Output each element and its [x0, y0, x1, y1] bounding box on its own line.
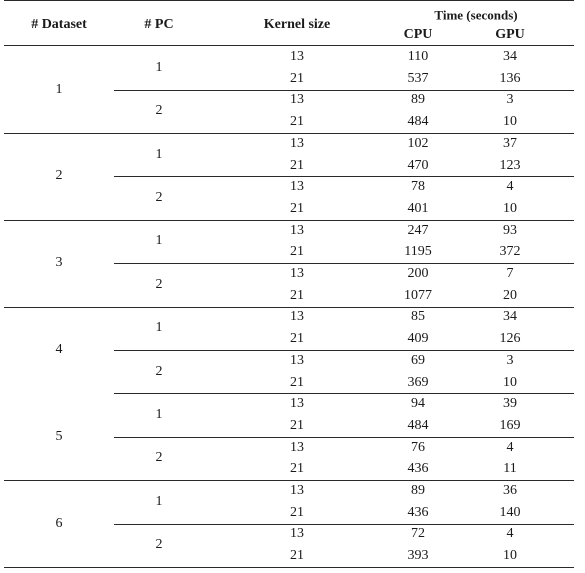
cpu-time-cell: 401	[407, 200, 429, 216]
dataset-divider	[4, 480, 574, 481]
kernel-size-cell: 13	[290, 396, 304, 412]
cpu-time-cell: 200	[407, 266, 429, 281]
kernel-size-cell: 21	[290, 331, 304, 347]
timing-table	[4, 0, 574, 573]
cpu-time-cell: 436	[407, 461, 429, 477]
dataset-cell: 1	[55, 81, 63, 97]
kernel-size-cell: 21	[290, 244, 304, 260]
cpu-time-cell: 102	[407, 135, 429, 151]
kernel-size-cell: 13	[290, 526, 304, 542]
cpu-time-cell: 72	[411, 526, 425, 542]
kernel-size-cell: 13	[290, 92, 304, 108]
kernel-size-cell: 21	[290, 70, 304, 86]
gpu-time-cell: 126	[499, 331, 521, 347]
cpu-time-cell: 1195	[404, 244, 432, 260]
table-bottom-rule	[4, 567, 574, 569]
kernel-size-cell: 21	[290, 287, 304, 303]
pc-cell: 1	[155, 59, 163, 75]
gpu-time-cell: 3	[506, 92, 514, 108]
pc-divider	[114, 176, 574, 177]
gpu-time-cell: 10	[503, 374, 517, 390]
cpu-time-cell: 76	[411, 439, 425, 455]
pc-cell: 2	[155, 537, 163, 553]
pc-divider	[114, 350, 574, 351]
kernel-size-cell: 21	[290, 200, 304, 216]
gpu-time-cell: 10	[503, 114, 517, 130]
kernel-size-cell: 13	[290, 179, 304, 195]
gpu-time-cell: 136	[499, 70, 521, 86]
kernel-size-cell: 21	[290, 157, 304, 173]
kernel-size-cell: 13	[290, 483, 304, 498]
cpu-time-cell: 470	[407, 157, 429, 173]
pc-divider	[114, 524, 574, 525]
gpu-time-cell: 93	[503, 222, 517, 238]
pc-divider	[114, 263, 574, 264]
pc-cell: 2	[155, 190, 163, 206]
header-dataset: # Dataset	[31, 17, 87, 32]
kernel-size-cell: 21	[290, 374, 304, 390]
gpu-time-cell: 36	[503, 483, 517, 498]
header-gpu: GPU	[495, 27, 525, 42]
cpu-time-cell: 409	[407, 331, 429, 347]
pc-cell: 1	[155, 320, 163, 336]
kernel-size-cell: 21	[290, 504, 304, 520]
pc-cell: 1	[155, 233, 163, 249]
table-top-rule	[4, 0, 574, 1]
kernel-size-cell: 21	[290, 461, 304, 477]
cpu-time-cell: 78	[411, 179, 425, 195]
kernel-size-cell: 21	[290, 417, 304, 433]
kernel-size-cell: 13	[290, 352, 304, 368]
header-time: Time (seconds)	[434, 7, 518, 23]
gpu-time-cell: 3	[506, 352, 514, 368]
gpu-time-cell: 39	[503, 396, 517, 412]
dataset-cell: 6	[55, 515, 63, 531]
kernel-size-cell: 13	[290, 135, 304, 151]
dataset-cell: 2	[55, 168, 63, 184]
dataset-cell: 5	[55, 428, 63, 444]
dataset-cell: 4	[55, 341, 63, 357]
pc-cell: 1	[155, 493, 163, 509]
gpu-time-cell: 123	[499, 157, 521, 173]
pc-divider	[114, 437, 574, 438]
kernel-size-cell: 13	[290, 309, 304, 325]
kernel-size-cell: 13	[290, 222, 304, 238]
cpu-time-cell: 85	[411, 309, 425, 325]
pc-cell: 2	[155, 450, 163, 466]
cpu-time-cell: 484	[407, 417, 429, 433]
cpu-time-cell: 484	[407, 114, 429, 130]
pc-cell: 1	[155, 146, 163, 162]
gpu-time-cell: 37	[503, 135, 517, 151]
kernel-size-cell: 13	[290, 49, 304, 64]
pc-cell: 2	[155, 103, 163, 119]
pc-cell: 2	[155, 276, 163, 292]
cpu-time-cell: 89	[411, 483, 425, 498]
pc-cell: 1	[155, 407, 163, 423]
pc-cell: 2	[155, 363, 163, 379]
gpu-time-cell: 7	[506, 266, 514, 281]
dataset-cell: 3	[55, 255, 63, 271]
gpu-time-cell: 4	[506, 526, 514, 542]
gpu-time-cell: 4	[506, 439, 514, 455]
gpu-time-cell: 10	[503, 548, 517, 564]
cpu-time-cell: 94	[411, 396, 425, 412]
kernel-size-cell: 13	[290, 266, 304, 281]
gpu-time-cell: 34	[503, 49, 517, 64]
kernel-size-cell: 21	[290, 114, 304, 130]
dataset-divider	[4, 307, 574, 308]
pc-divider	[114, 393, 574, 394]
header-pc: # PC	[144, 17, 174, 32]
cpu-time-cell: 537	[407, 70, 429, 86]
gpu-time-cell: 140	[499, 504, 521, 520]
cpu-time-cell: 436	[407, 504, 429, 520]
cpu-time-cell: 69	[411, 352, 425, 368]
cpu-time-cell: 1077	[404, 287, 432, 303]
gpu-time-cell: 169	[499, 417, 521, 433]
gpu-time-cell: 11	[503, 461, 517, 477]
gpu-time-cell: 4	[506, 179, 514, 195]
gpu-time-cell: 372	[499, 244, 521, 260]
gpu-time-cell: 10	[503, 200, 517, 216]
dataset-divider	[4, 133, 574, 134]
header-rule	[4, 45, 574, 46]
cpu-time-cell: 369	[407, 374, 429, 390]
cpu-time-cell: 393	[407, 548, 429, 564]
cpu-time-cell: 89	[411, 92, 425, 108]
gpu-time-cell: 20	[503, 287, 517, 303]
pc-divider	[114, 90, 574, 91]
kernel-size-cell: 21	[290, 548, 304, 564]
kernel-size-cell: 13	[290, 439, 304, 455]
cpu-time-cell: 247	[407, 222, 429, 238]
dataset-divider	[4, 220, 574, 221]
cpu-time-cell: 110	[407, 49, 429, 64]
header-kernel-size: Kernel size	[263, 17, 331, 32]
gpu-time-cell: 34	[503, 309, 517, 325]
header-cpu: CPU	[403, 27, 433, 42]
